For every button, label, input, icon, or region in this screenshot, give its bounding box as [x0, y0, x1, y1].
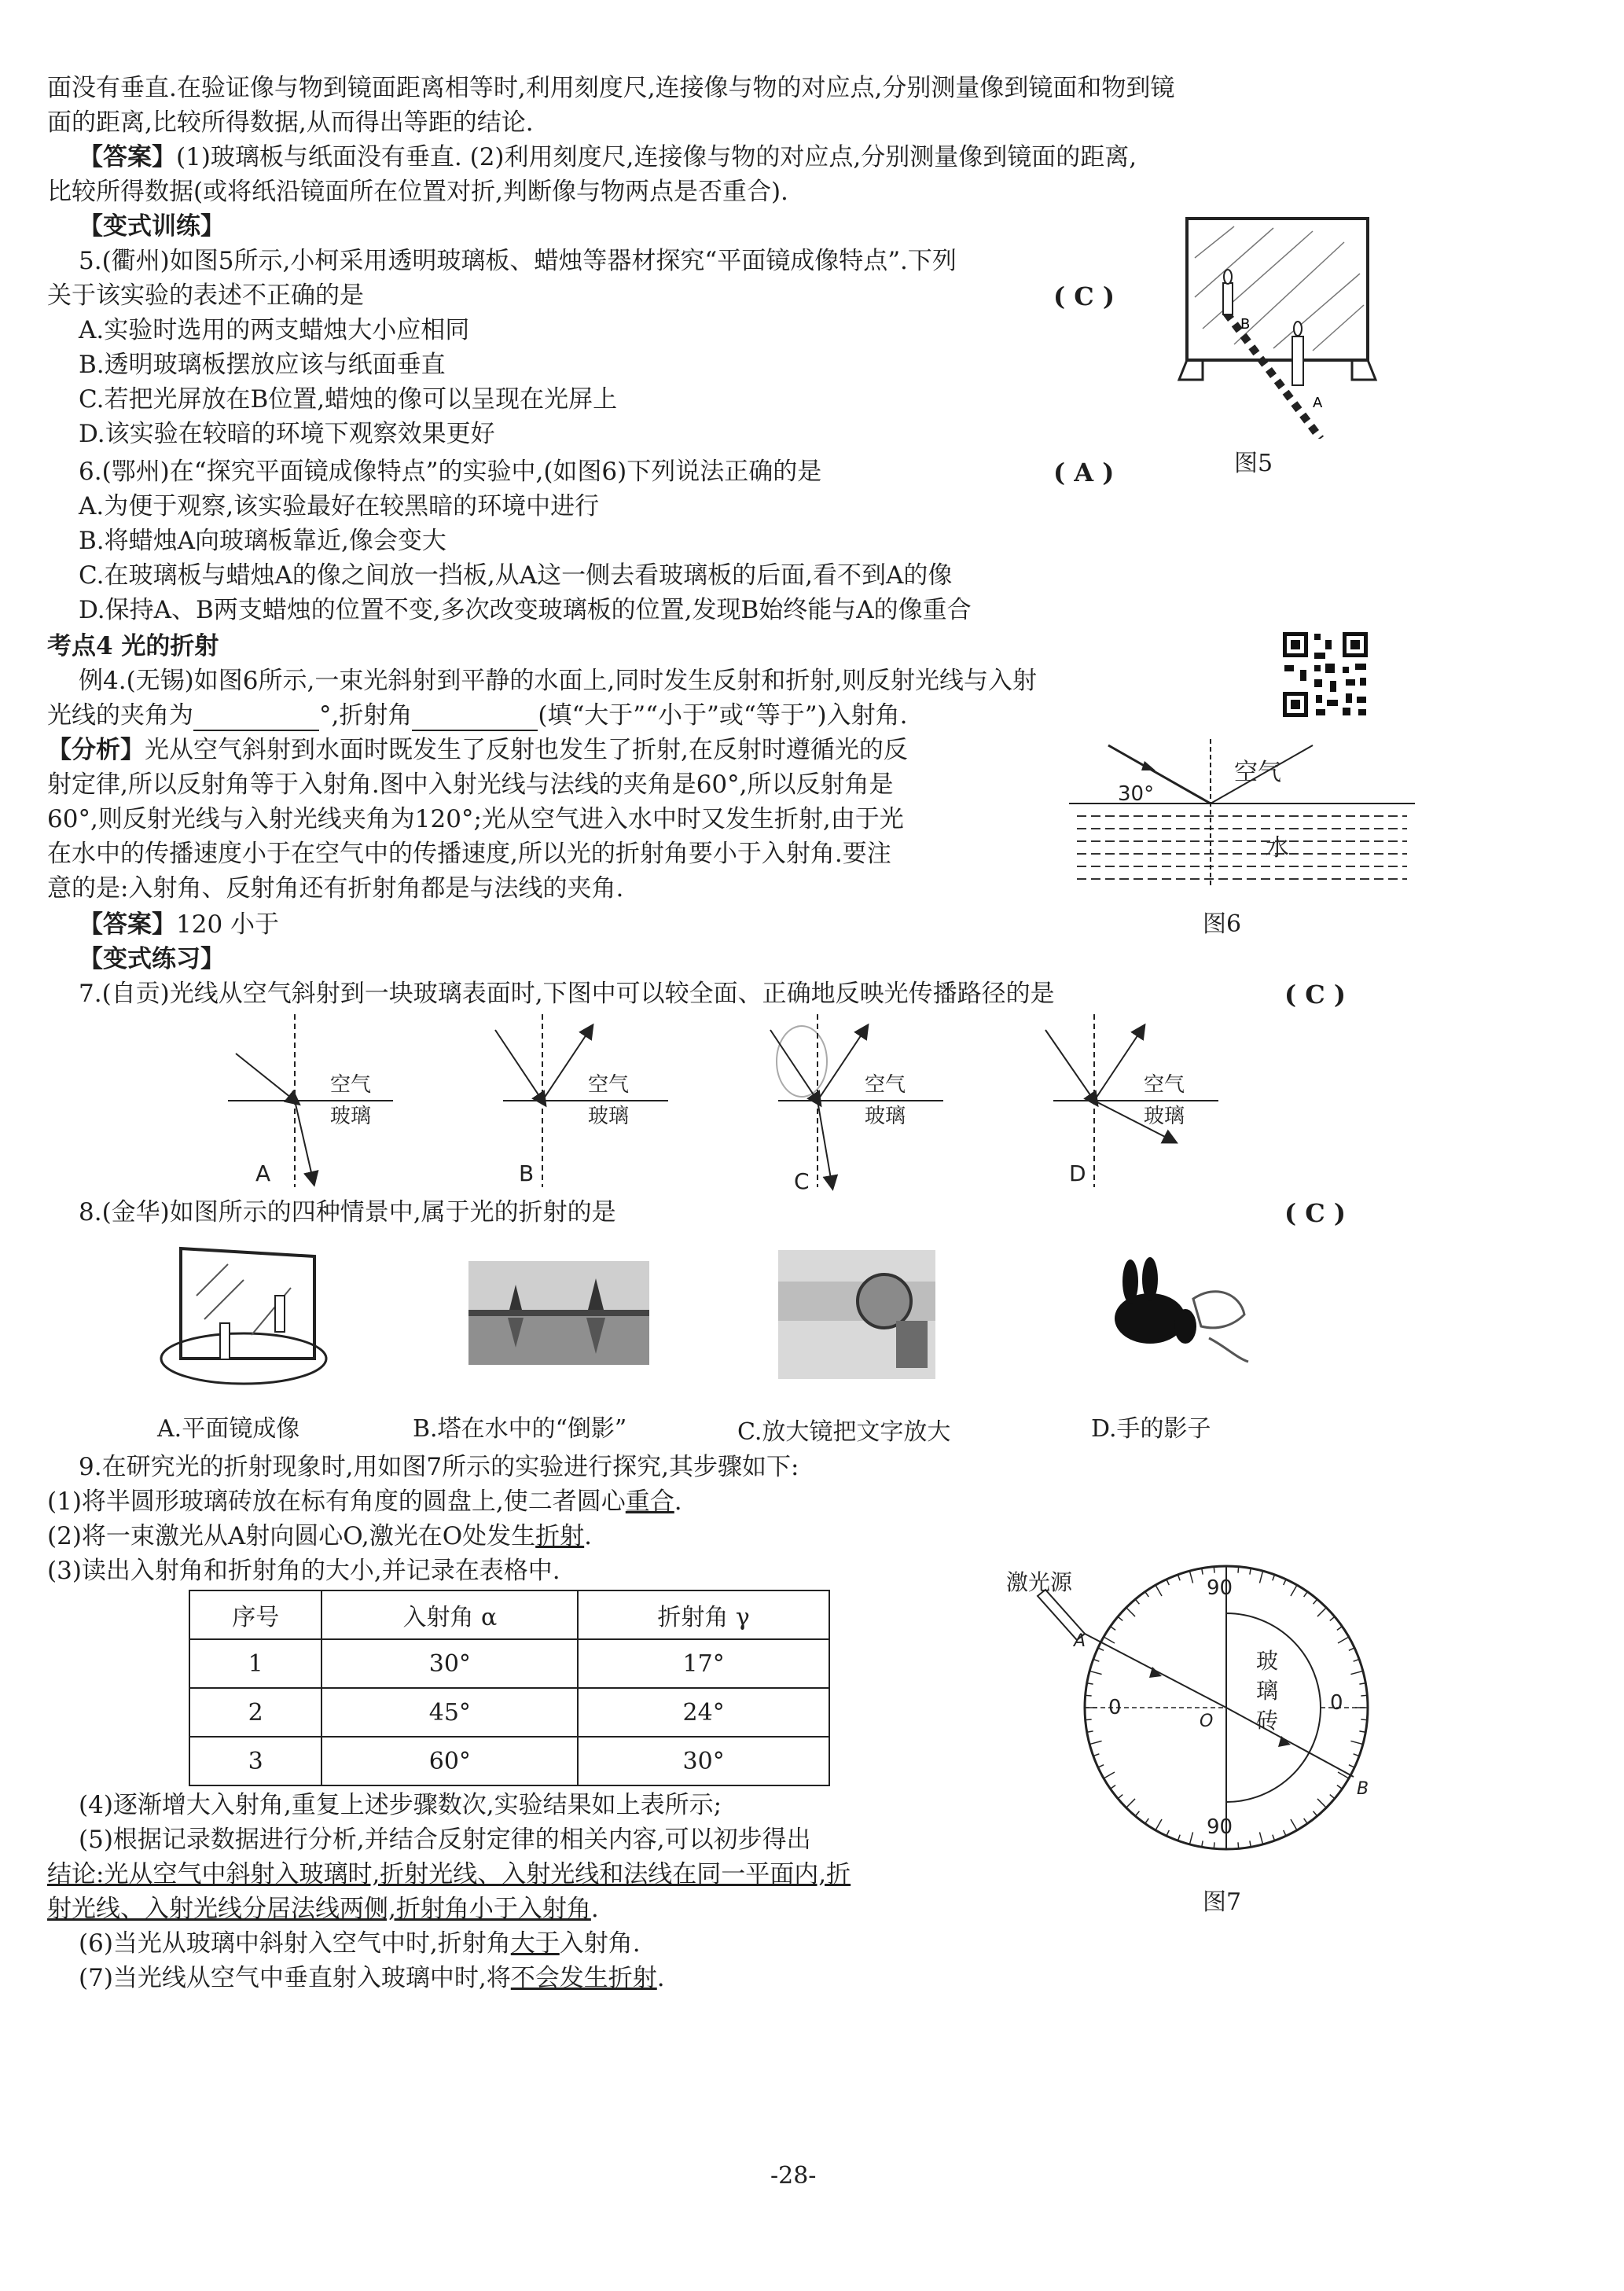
- q9-step-1-answer: 重合: [625, 1487, 674, 1516]
- figure-5-caption: 图5: [1234, 450, 1273, 477]
- protractor-tick: [1093, 1754, 1100, 1756]
- q8-caption-b: B.塔在水中的“倒影”: [413, 1415, 627, 1443]
- table-cell: 1: [189, 1639, 321, 1688]
- q7-diagram-c: [770, 1014, 943, 1194]
- ex4-analysis-line-3: 60°,则反射光线与入射光线夹角为120°;光从空气进入水中时又发生折射,由于光: [47, 805, 904, 833]
- q5-option-c: C.若把光屏放在B位置,蜡烛的像可以呈现在光屏上: [79, 385, 618, 414]
- table-row: [189, 1639, 829, 1688]
- ex4-stem-2a: 光线的夹角为: [47, 701, 193, 730]
- protractor-tick: [1178, 1575, 1180, 1581]
- table-cell: 17°: [578, 1639, 829, 1688]
- q8-image-c: [778, 1250, 935, 1379]
- table-cell: 24°: [578, 1688, 829, 1737]
- protractor-tick: [1098, 1765, 1104, 1767]
- page-number: -28-: [770, 2162, 817, 2190]
- q9-step-6-tail: 入射角.: [559, 1929, 641, 1958]
- fig7-label-a: A: [1074, 1631, 1086, 1651]
- protractor-tick: [1126, 1608, 1135, 1616]
- q6-option-c: C.在玻璃板与蜡烛A的像之间放一挡板,从A这一侧去看玻璃板的后面,看不到A的像: [79, 561, 953, 590]
- q7-a-air: 空气: [330, 1073, 372, 1097]
- q9-step-5: (5)根据记录数据进行分析,并结合反射定律的相关内容,可以初步得出: [79, 1826, 811, 1854]
- table-header-incidence: 入射角 α: [321, 1590, 578, 1639]
- ex4-stem-2c: (填“大于”“小于”或“等于”)入射角.: [538, 701, 908, 730]
- q8-caption-d: D.手的影子: [1091, 1415, 1211, 1443]
- q5-stem-2: 关于该实验的表述不正确的是: [47, 281, 364, 310]
- fig7-right-0: 0: [1330, 1691, 1343, 1715]
- fig6-angle: 30°: [1118, 782, 1155, 806]
- protractor-tick: [1178, 1835, 1180, 1841]
- q7-diagram-b: [495, 1014, 668, 1187]
- q9-step-2-answer: 折射: [535, 1522, 585, 1550]
- intro-line-1: 面没有垂直.在验证像与物到镜面距离相等时,利用刻度尺,连接像与物的对应点,分别测量像到镜面和物到镜: [47, 74, 1175, 102]
- q9-step-4: (4)逐渐增大入射角,重复上述步骤数次,实验结果如上表所示;: [79, 1791, 722, 1819]
- fig6-air: 空气: [1234, 759, 1281, 786]
- protractor-tick: [1291, 1819, 1297, 1830]
- q8-caption-c: C.放大镜把文字放大: [737, 1418, 951, 1446]
- protractor-tick: [1135, 1599, 1139, 1604]
- q7-answer: ( C ): [1284, 980, 1347, 1009]
- q8-image-b: [468, 1261, 649, 1365]
- protractor-tick: [1259, 1571, 1262, 1583]
- q9-conclusion-2: 射光线、入射光线分居法线两侧,折射角小于入射角: [47, 1895, 591, 1923]
- answer-line-1: [79, 142, 1137, 173]
- protractor-tick: [1086, 1719, 1092, 1720]
- ex4-stem-1: 例4.(无锡)如图6所示,一束光斜射到平静的水面上,同时发生反射和折射,则反射光线与入射: [79, 667, 1038, 695]
- q9-step-1-text: (1)将半圆形玻璃砖放在标有角度的圆盘上,使二者圆心: [47, 1487, 626, 1516]
- protractor-tick: [1354, 1659, 1360, 1661]
- q7-a-glass: 玻璃: [330, 1105, 372, 1128]
- ex4-analysis-tag: 【分析】: [47, 736, 145, 764]
- q8-image-a: [157, 1241, 330, 1387]
- ex4-blank-1[interactable]: [193, 708, 319, 731]
- protractor-tick: [1330, 1616, 1335, 1620]
- q7-diagram-a: [228, 1014, 393, 1187]
- fig7-laser-label: 激光源: [1006, 1569, 1073, 1595]
- protractor-tick: [1118, 1795, 1122, 1799]
- ex4-analysis-line-2: 射定律,所以反射角等于入射角.图中入射光线与法线的夹角是60°,所以反射角是: [47, 770, 894, 799]
- table-header-row: [189, 1590, 829, 1639]
- q7-a-label: A: [255, 1160, 271, 1186]
- q9-step-6-text: (6)当光从玻璃中斜射入空气中时,折射角: [79, 1929, 511, 1958]
- q6-stem: 6.(鄂州)在“探究平面镜成像特点”的实验中,(如图6)下列说法正确的是: [79, 458, 822, 486]
- protractor-tick: [1104, 1772, 1115, 1778]
- qr-code: [1280, 629, 1371, 720]
- q5-answer: ( C ): [1053, 281, 1115, 311]
- table-cell: 45°: [321, 1688, 578, 1737]
- table-cell: 30°: [578, 1737, 829, 1785]
- protractor-tick: [1189, 1571, 1192, 1583]
- protractor-tick: [1337, 1785, 1343, 1789]
- protractor-tick: [1238, 1842, 1239, 1848]
- fig6-water: 水: [1266, 834, 1289, 862]
- protractor-tick: [1126, 1799, 1135, 1807]
- q8-stem: 8.(金华)如图所示的四种情景中,属于光的折射的是: [79, 1198, 616, 1226]
- fig7-glass-char-2: 璃: [1256, 1678, 1279, 1704]
- ex4-analysis-line-4: 在水中的传播速度小于在空气中的传播速度,所以光的折射角要小于入射角.要注: [47, 840, 891, 868]
- q5-stem-1: 5.(衢州)如图5所示,小柯采用透明玻璃板、蜡烛等器材探究“平面镜成像特点”.下列: [79, 247, 957, 275]
- variant-training-heading: 【变式训练】: [79, 212, 225, 241]
- q8-image-d: [1091, 1252, 1256, 1370]
- q9-step-2-text: (2)将一束激光从A射向圆心O,激光在O处发生: [47, 1522, 536, 1550]
- protractor-tick: [1089, 1741, 1101, 1744]
- protractor-tick: [1349, 1765, 1354, 1767]
- q9-step-7-answer: 不会发生折射: [510, 1964, 657, 1992]
- protractor-tick: [1314, 1599, 1317, 1604]
- q9-stem: 9.在研究光的折射现象时,用如图7所示的实验进行探究,其步骤如下:: [79, 1453, 799, 1481]
- protractor-tick: [1284, 1579, 1286, 1585]
- table-header-refraction: 折射角 γ: [578, 1590, 829, 1639]
- q7-b-air: 空气: [588, 1073, 630, 1097]
- ex4-answer: 120 小于: [176, 910, 280, 939]
- protractor-tick: [1259, 1832, 1262, 1844]
- protractor-tick: [1167, 1830, 1169, 1836]
- q9-step-6-answer: 大于: [510, 1929, 560, 1958]
- answer-line-2: 比较所得数据(或将纸沿镜面所在位置对折,判断像与物两点是否重合).: [47, 178, 788, 206]
- q6-option-a: A.为便于观察,该实验最好在较黑暗的环境中进行: [79, 492, 600, 520]
- q9-step-1: (1)将半圆形玻璃砖放在标有角度的圆盘上,使二者圆心重合.: [47, 1487, 682, 1516]
- protractor-tick: [1111, 1627, 1116, 1631]
- fig7-glass-char-3: 砖: [1256, 1708, 1279, 1734]
- q9-step-7-text: (7)当光线从空气中垂直射入玻璃中时,将: [79, 1964, 511, 1992]
- q9-conclusion-1: 结论:光从空气中斜射入玻璃时,折射光线、入射光线和法线在同一平面内,折: [47, 1860, 851, 1888]
- protractor-tick: [1304, 1592, 1308, 1598]
- fig7-top-90: 90: [1207, 1576, 1233, 1600]
- protractor-tick: [1093, 1659, 1100, 1661]
- q7-stem: 7.(自贡)光线从空气斜射到一块玻璃表面时,下图中可以较全面、正确地反映光传播路径的是: [79, 980, 1055, 1008]
- table-cell: 60°: [321, 1737, 578, 1785]
- protractor-tick: [1317, 1799, 1326, 1807]
- protractor-tick: [1118, 1616, 1122, 1620]
- ex4-blank-2[interactable]: [412, 708, 538, 731]
- ex4-answer-tag: 【答案】: [79, 910, 176, 939]
- fig7-glass-char-1: 玻: [1256, 1648, 1279, 1674]
- q5-option-a: A.实验时选用的两支蜡烛大小应相同: [79, 316, 470, 344]
- q9-step-7: (7)当光线从空气中垂直射入玻璃中时,将不会发生折射.: [79, 1964, 665, 1992]
- q7-c-air: 空气: [865, 1073, 906, 1097]
- ex4-stem-2: [47, 700, 908, 731]
- protractor-tick: [1089, 1671, 1101, 1674]
- protractor-tick: [1135, 1811, 1139, 1816]
- fig5-label-a: A: [1313, 395, 1323, 411]
- protractor-tick: [1156, 1819, 1162, 1830]
- q7-diagram-d: [1045, 1014, 1218, 1187]
- table-header-index: 序号: [189, 1590, 321, 1639]
- q7-diagrams: [212, 1014, 1266, 1195]
- q9-conclusion-2-line: 射光线、入射光线分居法线两侧,折射角小于入射角.: [47, 1895, 599, 1923]
- protractor-tick: [1145, 1592, 1149, 1598]
- q6-answer: ( A ): [1053, 458, 1115, 487]
- answer-text-1: (1)玻璃板与纸面没有垂直. (2)利用刻度尺,连接像与物的对应点,分别测量像到镜面的距离,: [176, 143, 1137, 171]
- protractor-tick: [1098, 1648, 1104, 1650]
- protractor-tick: [1291, 1585, 1297, 1596]
- ex4-answer-line: [79, 909, 279, 940]
- topic-4-heading: 考点4 光的折射: [47, 632, 219, 660]
- fig7-label-b: B: [1357, 1779, 1369, 1799]
- protractor-tick: [1304, 1818, 1308, 1824]
- protractor-tick: [1284, 1830, 1286, 1836]
- figure-6-diagram: [1069, 731, 1415, 904]
- q7-c-glass: 玻璃: [865, 1105, 906, 1128]
- q5-option-b: B.透明玻璃板摆放应该与纸面垂直: [79, 351, 446, 379]
- q7-b-glass: 玻璃: [588, 1105, 630, 1128]
- q6-option-d: D.保持A、B两支蜡烛的位置不变,多次改变玻璃板的位置,发现B始终能与A的像重合: [79, 596, 972, 624]
- figure-7-caption: 图7: [1203, 1888, 1242, 1916]
- ex4-analysis-line-1: [47, 734, 908, 766]
- figure-6-caption: 图6: [1203, 910, 1242, 938]
- protractor-tick: [1145, 1818, 1149, 1824]
- q9-step-3: (3)读出入射角和折射角的大小,并记录在表格中.: [47, 1557, 560, 1585]
- q5-option-d: D.该实验在较暗的环境下观察效果更好: [79, 420, 495, 448]
- protractor-tick: [1156, 1585, 1162, 1596]
- table-cell: 3: [189, 1737, 321, 1785]
- protractor-tick: [1317, 1608, 1326, 1616]
- protractor-tick: [1273, 1575, 1275, 1581]
- protractor-tick: [1338, 1637, 1349, 1643]
- table-cell: 2: [189, 1688, 321, 1737]
- q7-d-label: D: [1069, 1160, 1086, 1186]
- protractor-tick: [1354, 1754, 1360, 1756]
- table-cell: 30°: [321, 1639, 578, 1688]
- q7-d-air: 空气: [1144, 1073, 1185, 1097]
- protractor-tick: [1350, 1741, 1362, 1744]
- q9-step-6: [79, 1928, 641, 1959]
- protractor-tick: [1111, 1785, 1116, 1789]
- protractor-tick: [1350, 1671, 1362, 1674]
- protractor-tick: [1104, 1637, 1115, 1643]
- figure-5-diagram: [1171, 211, 1383, 439]
- intro-line-2: 面的距离,比较所得数据,从而得出等距的结论.: [47, 108, 534, 137]
- answer-tag: 【答案】: [79, 143, 176, 171]
- protractor-tick: [1361, 1695, 1367, 1696]
- table-row: [189, 1737, 829, 1785]
- protractor-tick: [1167, 1579, 1169, 1585]
- protractor-tick: [1337, 1627, 1343, 1631]
- fig7-left-0: 0: [1108, 1696, 1122, 1719]
- protractor-tick: [1273, 1835, 1275, 1841]
- figure-7-diagram: [990, 1558, 1383, 1881]
- q8-answer: ( C ): [1284, 1198, 1347, 1228]
- q7-d-glass: 玻璃: [1144, 1105, 1185, 1128]
- protractor-tick: [1086, 1695, 1092, 1696]
- protractor-tick: [1189, 1832, 1192, 1844]
- protractor-tick: [1361, 1719, 1367, 1720]
- protractor-tick: [1349, 1648, 1354, 1650]
- q8-caption-a: A.平面镜成像: [157, 1415, 300, 1443]
- protractor-tick: [1238, 1567, 1239, 1573]
- fig5-label-b: B: [1240, 316, 1251, 333]
- fig7-bottom-90: 90: [1207, 1815, 1233, 1839]
- protractor-tick: [1314, 1811, 1317, 1816]
- fig7-label-o: O: [1200, 1712, 1214, 1731]
- q7-b-label: B: [519, 1160, 535, 1186]
- variant-practice-heading: 【变式练习】: [79, 945, 225, 973]
- q6-option-b: B.将蜡烛A向玻璃板靠近,像会变大: [79, 527, 446, 555]
- q7-c-label: C: [794, 1168, 810, 1194]
- ex4-stem-2b: °,折射角: [319, 701, 413, 730]
- ex4-analysis-text-1: 光从空气斜射到水面时既发生了反射也发生了折射,在反射时遵循光的反: [145, 736, 908, 764]
- q9-step-2: (2)将一束激光从A射向圆心O,激光在O处发生折射.: [47, 1522, 593, 1550]
- protractor-tick: [1330, 1795, 1335, 1799]
- q9-data-table: [189, 1590, 830, 1786]
- table-row: [189, 1688, 829, 1737]
- ex4-analysis-line-5: 意的是:入射角、反射角还有折射角都是与法线的夹角.: [47, 874, 624, 903]
